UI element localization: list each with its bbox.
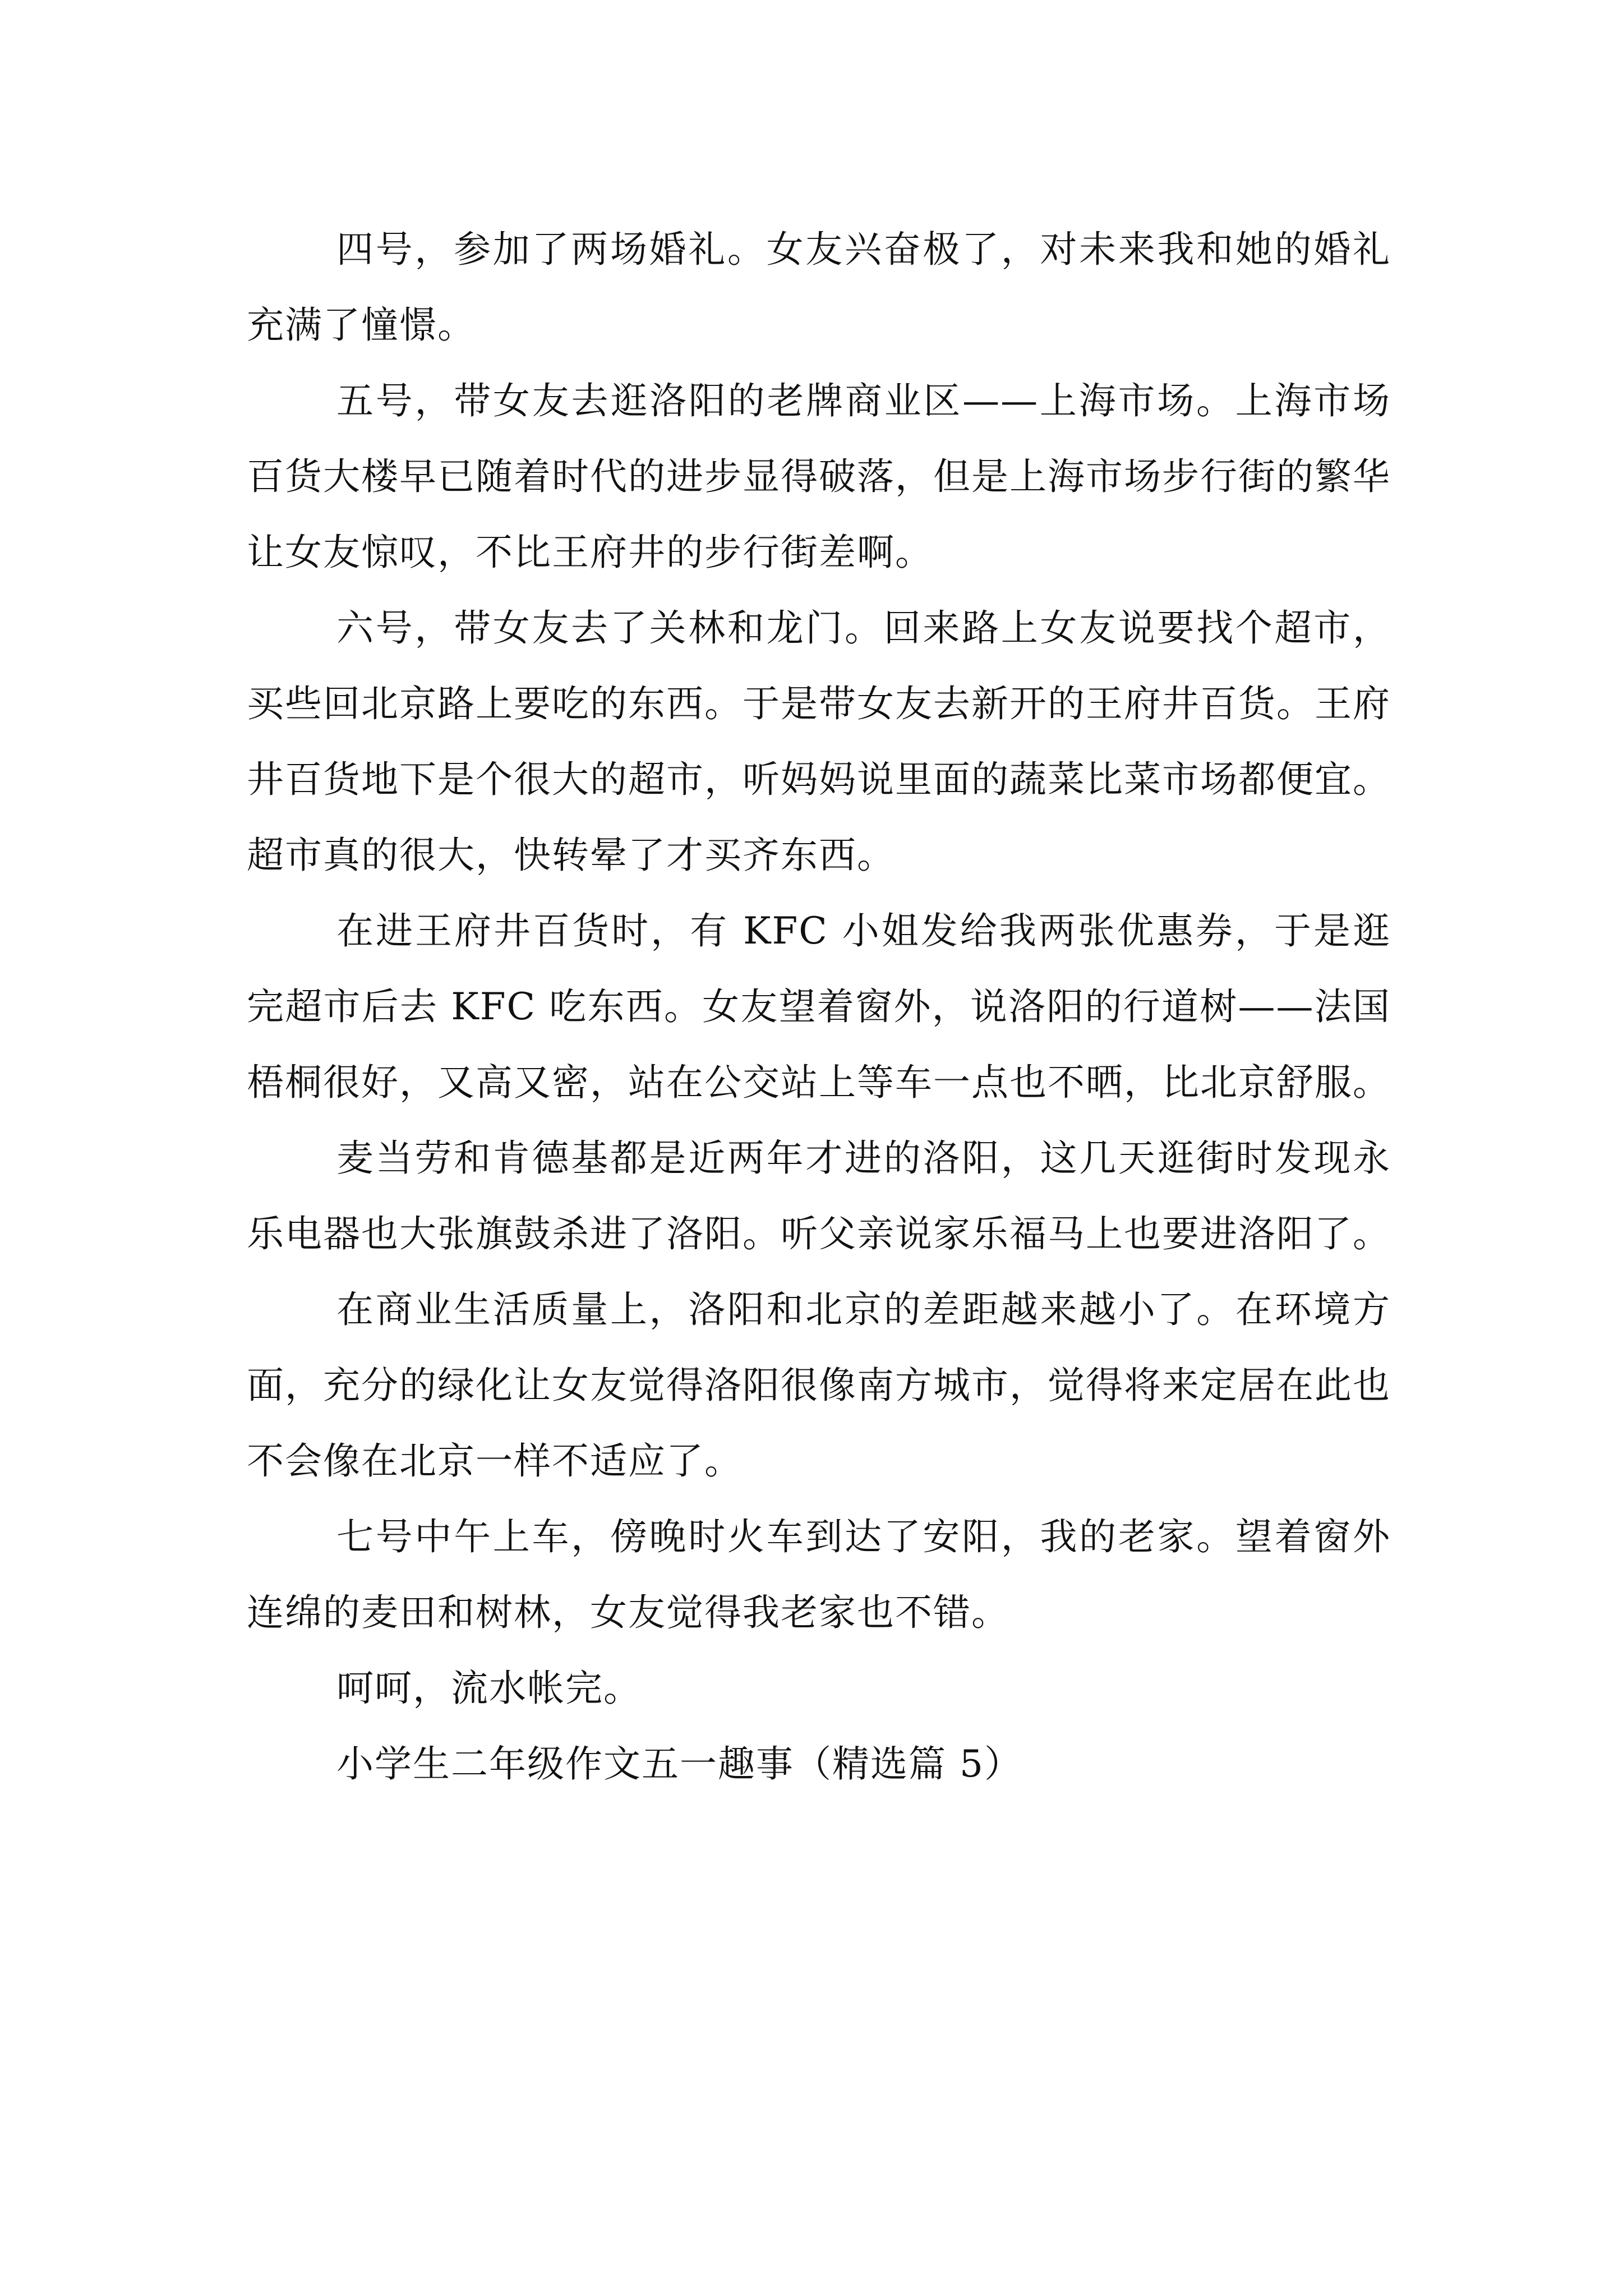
paragraph-day-five: 五号，带女友去逛洛阳的老牌商业区——上海市场。上海市场百货大楼早已随着时代的进步显得破落，但是上海市场步行街的繁华让女友惊叹，不比王府井的步行街差啊。 [247,379,1391,574]
paragraph-day-six: 六号，带女友去了关林和龙门。回来路上女友说要找个超市，买些回北京路上要吃的东西。于是带女友去新开的王府井百货。王府井百货地下是个很大的超市，听妈妈说里面的蔬菜比菜市场都便宜。超市真的很大，快转晕了才买齐东西。 [247,606,1391,877]
paragraph-commerce: 在商业生活质量上，洛阳和北京的差距越来越小了。在环境方面，充分的绿化让女友觉得洛阳很像南方城市，觉得将来定居在此也不会像在北京一样不适应了。 [247,1288,1391,1483]
paragraph-kfc: 在进王府井百货时，有 KFC 小姐发给我两张优惠券，于是逛完超市后去 KFC 吃东西。女友望着窗外，说洛阳的行道树——法国梧桐很好，又高又密，站在公交站上等车一点也不晒，比北京舒服。 [247,909,1391,1104]
paragraph-mcdonalds: 麦当劳和肯德基都是近两年才进的洛阳，这几天逛街时发现永乐电器也大张旗鼓杀进了洛阳。听父亲说家乐福马上也要进洛阳了。 [247,1137,1391,1255]
paragraph-ending: 呵呵，流水帐完。 [336,1667,642,1710]
paragraph-day-four: 四号，参加了两场婚礼。女友兴奋极了，对未来我和她的婚礼充满了憧憬。 [247,228,1391,347]
document-body [247,211,1391,1802]
section-title: 小学生二年级作文五一趣事（精选篇 5） [336,1742,1022,1786]
paragraph-day-seven: 七号中午上车，傍晚时火车到达了安阳，我的老家。望着窗外连绵的麦田和树林，女友觉得我老家也不错。 [247,1515,1391,1634]
